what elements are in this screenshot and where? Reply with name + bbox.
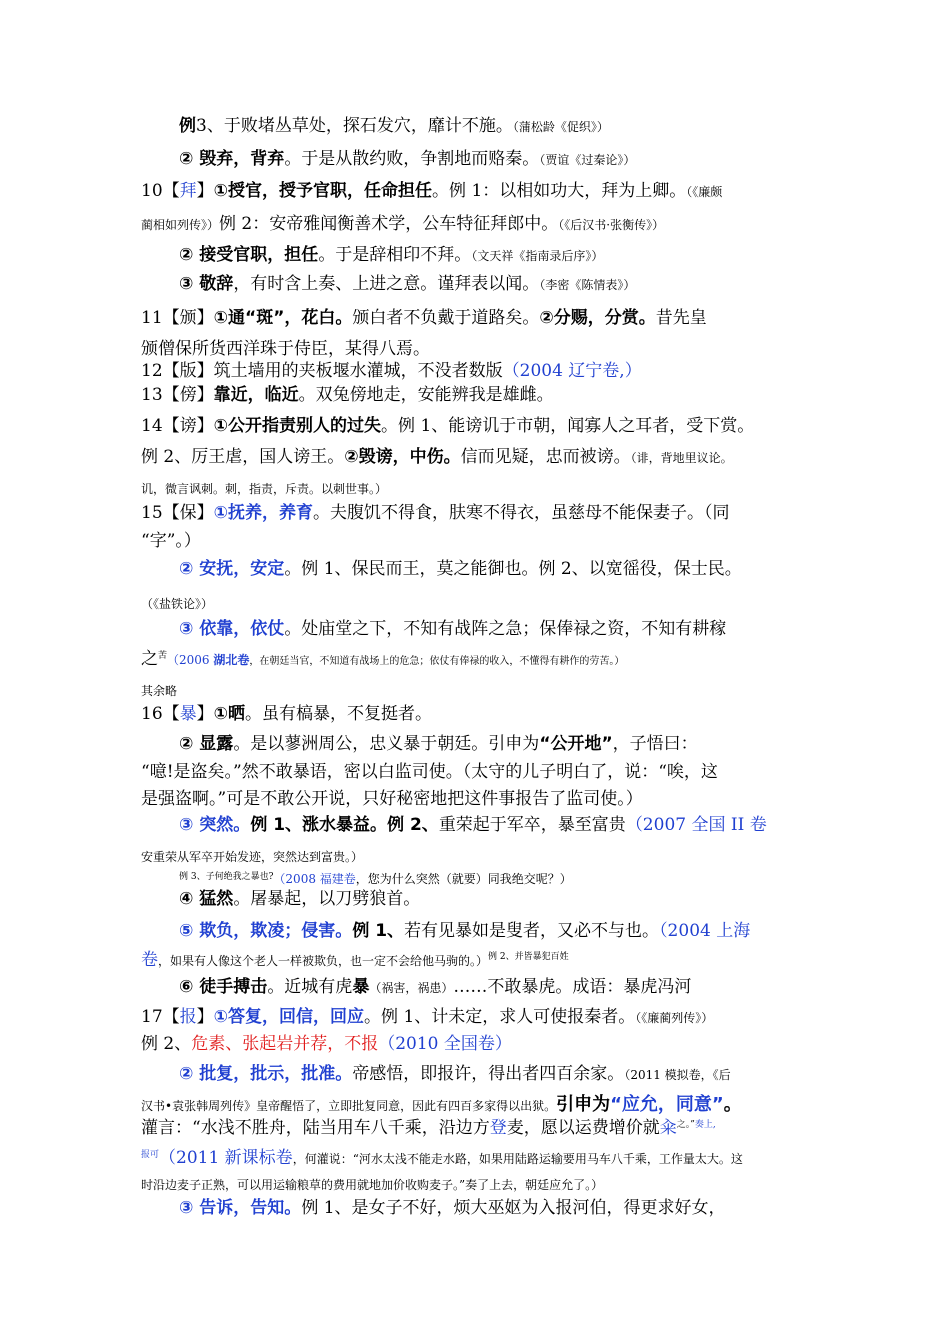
text-run: 重荣起于军卒，暴至富贵	[438, 815, 626, 835]
text-run: 例 2、厉王虐，国人谤王。	[141, 447, 345, 467]
source-citation: （2004 辽宁卷,）	[502, 361, 642, 381]
translation: 汉书•袁张韩周列传》皇帝醒悟了，立即批复同意，因此有四百多家得以出狱。	[141, 1099, 557, 1113]
source-citation: （李密《陈情表》）	[539, 278, 636, 292]
text-line	[141, 118, 609, 135]
text-line	[141, 276, 635, 293]
text-run: 灌言：“水浅不胜舟，陆当用车八千乘，沿边方	[141, 1118, 490, 1138]
text-line	[141, 1150, 743, 1167]
source-citation: （2011 新课标卷	[159, 1148, 293, 1168]
text-line	[141, 247, 603, 264]
text-run: 是强盗啊。”可是不敢公开说，只好秘密地把这件事报告了监司使。）	[141, 789, 643, 809]
entry-heading	[141, 1009, 713, 1026]
text-run: 。处庙堂之下，不知有战阵之急；保俸禄之资，不知有耕稼	[284, 619, 727, 639]
entry-number: 11【颁】	[141, 308, 214, 328]
text-run: 苦	[158, 651, 168, 661]
example: 例 3、子何绝我之暴也?	[179, 872, 274, 882]
definition: ⑤ 欺负，欺凌；侵害。	[179, 921, 353, 941]
highlight-char: 登	[489, 1118, 507, 1138]
definition: ③ 突然。	[179, 815, 251, 835]
text-run: 。屠暴起，以刀劈狼首。	[233, 889, 421, 909]
note: 讥，微言讽刺。刺，指责，斥责。以刺世事。）	[141, 482, 388, 496]
note: 其余略	[141, 684, 178, 698]
source-citation: （2011 模拟卷，《后	[624, 1068, 731, 1082]
definition: ①抚养，养育	[213, 503, 314, 523]
text-line	[141, 151, 635, 168]
text-line	[141, 216, 664, 233]
entry-heading	[141, 706, 432, 723]
text-run: “字”。）	[141, 531, 201, 551]
entry-char: 拜	[179, 181, 197, 201]
text-run: 。是以蓼洲周公，忠义暴于朝廷。引申为	[233, 734, 540, 754]
text-run: 3、于败堵丛草处，探石发穴，靡计不施。	[196, 116, 513, 136]
text-run: 昔先皇	[655, 308, 707, 328]
definition: ⑥ 徒手搏击	[179, 977, 268, 997]
text-run: 之	[141, 649, 158, 669]
text-line	[141, 449, 733, 466]
text-run: 12【版】筑土墙用的夹板堰水灌城，不没者数版	[141, 361, 503, 381]
definition: “应允，同意”	[610, 1094, 724, 1115]
note: （祸害，祸患）	[369, 981, 454, 995]
entry-number: 10【	[141, 181, 180, 201]
definition: ①授官，授予官职，任命担任	[213, 181, 433, 201]
source-citation: （2004 上海	[659, 921, 751, 941]
entry-number: 15【保】	[141, 503, 214, 523]
text-run: 例 2、	[387, 815, 439, 835]
definition: 靠近，临近	[213, 385, 299, 405]
source-citation: （《廉蔺列传》）	[635, 1011, 714, 1025]
source-citation: （2007 全国 II 卷	[625, 815, 767, 835]
entry-number: 13【傍】	[141, 385, 214, 405]
text-line	[141, 952, 569, 969]
bracket: 】	[196, 181, 214, 201]
text-run: 例 2：安帝雅闻衡善术学，公车特征拜郎中。	[219, 214, 559, 234]
definition: ④ 猛然	[179, 889, 234, 909]
text-run: 颁白者不负戴于道路矣。	[352, 308, 540, 328]
source-citation: 蔺相如列传》）	[141, 218, 220, 232]
source-citation: （《廉颇	[686, 185, 723, 199]
text-line	[141, 817, 767, 834]
translation: 安重荣从军卒开始发迹，突然达到富贵。）	[141, 850, 364, 864]
text-run: 颁僧保所货西洋珠于侍臣，某得八焉。	[141, 339, 430, 359]
entry-number: 16【	[141, 704, 180, 724]
text-run: “噫!是盗矣。”然不敢暴语，密以白监司使。（太守的儿子明白了，说：“唉，这	[141, 762, 718, 782]
text-line	[141, 923, 750, 940]
text-line	[141, 1200, 726, 1217]
definition: ①晒	[213, 704, 246, 724]
source-citation: （2010 全国卷）	[378, 1034, 512, 1054]
definition: ② 毁弃，背弃	[179, 149, 285, 169]
text-line	[141, 595, 213, 612]
source-citation: 卷	[141, 950, 158, 970]
example: 危素、张起岩并荐，不报	[191, 1034, 379, 1054]
text-line	[141, 736, 698, 753]
text-line	[141, 533, 201, 550]
definition: ②毁谤，中伤。	[344, 447, 461, 467]
text-run: 例 2、	[141, 1034, 192, 1054]
text-line	[141, 1066, 731, 1083]
translation: ，在朝廷当官，不知道有战场上的危急；依仗有俸禄的收入，不懂得有耕作的劳苦。）	[249, 656, 625, 667]
definition: ② 安抚，安定	[179, 559, 285, 579]
text-line	[141, 791, 643, 808]
text-line	[141, 870, 572, 887]
translation: 时沿边麦子正熟，可以用运输粮草的费用就地加价收购麦子。”奏了上去，朝廷应允了。）	[141, 1178, 604, 1192]
definition: ② 接受官职，担任	[179, 245, 319, 265]
text-run: ……不敢暴虎。成语：暴虎冯河	[453, 977, 692, 997]
definition: ③ 依靠，依仗	[179, 619, 285, 639]
translation: ，如果有人像这个老人一样被欺负，也一定不会给他马驹的。）	[158, 954, 489, 968]
definition: ①公开指责别人的过失	[213, 416, 382, 436]
text-run: 例 1、是女子不好，烦大巫妪为入报河伯，得更求好女，	[301, 1198, 726, 1218]
source-citation: 湖北卷	[213, 653, 250, 667]
entry-char: 暴	[179, 704, 197, 724]
source-citation: （2006	[167, 653, 214, 667]
text-line	[141, 651, 624, 668]
text-run: 例	[179, 116, 196, 136]
note: （诽，背地里议论。	[630, 451, 733, 465]
text-run: 帝感悟，即报许，得出者四百余家。	[352, 1064, 625, 1084]
text-run: ，有时含上奏、上进之意。谨拜表以闻。	[233, 274, 540, 294]
text-line	[141, 1120, 716, 1137]
entry-heading	[141, 363, 642, 380]
text-run: 暴	[352, 977, 370, 997]
text-run: 。于是辞相印不拜。	[318, 245, 472, 265]
definition: ①答复，回信，回应	[213, 1007, 365, 1027]
text-run: 报可	[141, 1150, 160, 1160]
source-citation: （文天祥《指南录后序》）	[471, 249, 604, 263]
text-run: 。夫腹饥不得食，肤寒不得衣，虽慈母不能保妻子。（同	[313, 503, 730, 523]
text-line	[141, 1176, 603, 1193]
source-citation: （《盐铁论》）	[141, 597, 214, 611]
text-run: 例 1、	[352, 921, 405, 941]
highlight-char: 籴	[659, 1118, 677, 1138]
text-line	[141, 848, 363, 865]
entry-heading	[141, 505, 730, 522]
text-run: 麦，愿以运费增价就	[506, 1118, 660, 1138]
text-line	[141, 682, 177, 699]
text-run: 。例 1、保民而王，莫之能御也。例 2、以宽徭役，保士民。	[284, 559, 742, 579]
example: 例 2、并皆暴犯百姓	[488, 952, 569, 962]
source-citation: （2008 福建卷	[273, 872, 356, 886]
text-run: 若有见暴如是叟者，又必不与也。	[404, 921, 660, 941]
text-run: 奏上,	[694, 1120, 716, 1130]
text-run: 信而见疑，忠而被谤。	[460, 447, 631, 467]
text-line	[141, 1036, 512, 1053]
entry-number: 17【	[141, 1007, 180, 1027]
translation: ，您为什么突然（就要）同我绝交呢？）	[355, 872, 572, 886]
source-citation: （蒲松龄《促织》）	[512, 120, 609, 134]
definition: ③ 敬辞	[179, 274, 234, 294]
text-run: 之。”	[676, 1120, 695, 1130]
definition: ② 批复，批示，批准。	[179, 1064, 353, 1084]
definition: ①通“斑”，花白。	[213, 308, 353, 328]
text-line	[141, 480, 387, 497]
text-line	[141, 621, 726, 638]
text-line	[141, 341, 430, 358]
entry-heading	[141, 310, 707, 327]
source-citation: （《后汉书·张衡传》）	[558, 218, 665, 232]
definition: ②分赐，分赏。	[539, 308, 656, 328]
text-run: 。虽有槁暴，不复挺者。	[245, 704, 433, 724]
text-run: 。双兔傍地走，安能辨我是雄雌。	[298, 385, 554, 405]
text-line	[141, 561, 742, 578]
text-run: 。	[723, 1094, 742, 1115]
source-citation: （贾谊《过秦论》）	[539, 153, 636, 167]
entry-number: 14【谤】	[141, 416, 214, 436]
entry-heading	[141, 183, 722, 200]
definition: “公开地”	[539, 734, 613, 754]
bracket: 】	[196, 1007, 214, 1027]
entry-heading	[141, 387, 554, 404]
text-run: 例 1、涨水暴益。	[250, 815, 388, 835]
text-line	[141, 764, 718, 781]
text-run: ，子悟曰：	[612, 734, 698, 754]
bracket: 】	[196, 704, 214, 724]
text-line	[141, 979, 691, 996]
text-run: 。例 1、计未定，求人可使报秦者。	[364, 1007, 636, 1027]
text-run: 。近城有虎	[267, 977, 353, 997]
translation: ，何灌说：“河水太浅不能走水路，如果用陆路运输要用马车八千乘，工作量太大。这	[292, 1152, 743, 1166]
text-line	[141, 891, 420, 908]
definition: 引申为	[556, 1094, 611, 1115]
text-run: 。例 1、能谤讥于市朝，闻寡人之耳者，受下赏。	[381, 416, 755, 436]
text-line	[141, 1096, 742, 1114]
text-run: 。例 1：以相如功大，拜为上卿。	[432, 181, 687, 201]
entry-heading	[141, 418, 754, 435]
definition: ② 显露	[179, 734, 234, 754]
text-run: 。于是从散约败，争割地而赂秦。	[284, 149, 540, 169]
definition: ③ 告诉，告知。	[179, 1198, 302, 1218]
entry-char: 报	[179, 1007, 197, 1027]
